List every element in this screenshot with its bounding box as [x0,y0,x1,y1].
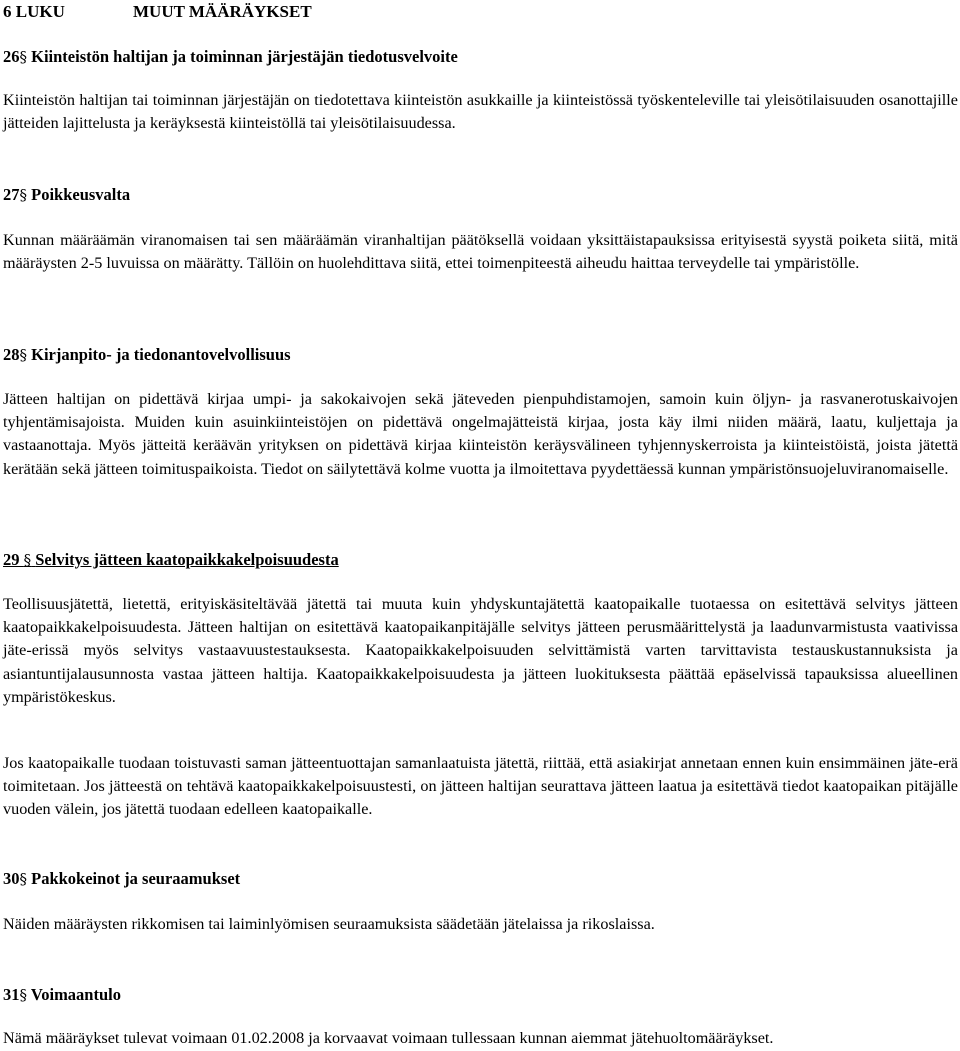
section-30-heading [3,867,958,891]
section-26-paragraph: Kiinteistön haltijan tai toiminnan järjestäjän on tiedotettava kiinteistön asukkaille ja kiinteistössä työskenteleville tai yleisötilaisuuden osanottajille jätteiden lajittelusta ja keräyksestä kiinteistöllä tai yleisötilaisuudessa. [3,91,958,133]
section-28-heading [3,343,958,367]
section-31-paragraph: Nämä määräykset tulevat voimaan 01.02.2008 ja korvaavat voimaan tullessaan kunnan aiemmat jätehuoltomääräykset. [3,1029,774,1047]
section-29-heading [3,548,958,572]
section-sign: § [19,186,27,204]
document-page [3,0,958,1047]
section-30-paragraph: Näiden määräysten rikkomisen tai laiminlyömisen seuraamuksista säädetään jätelaissa ja rikoslaissa. [3,915,655,933]
section-number: 26 [3,47,20,66]
section-31-heading [3,983,958,1007]
section-title: Pakkokeinot ja seuraamukset [31,869,241,888]
section-number: 27 [3,185,20,204]
section-27-paragraph: Kunnan määräämän viranomaisen tai sen määräämän viranhaltijan päätöksellä voidaan yksittäistapauksissa erityisestä syystä poiketa siitä, mitä määräysten 2-5 luvuissa on määrätty. Tällöin on huolehdittava siitä, ettei toimenpiteestä aiheudu haittaa terveydelle tai ympäristölle. [3,231,958,273]
section-28-paragraph: Jätteen haltijan on pidettävä kirjaa umpi- ja sakokaivojen sekä jäteveden pienpuhdistamojen, samoin kuin öljyn- ja rasvanerotuskaivojen tyhjentämisajoista. Muiden kuin asuinkiinteistöjen on pidettävä ongelmajätteistä kirjaa, josta käy ilmi niiden määrä, laatu, kuljettaja ja vastaanottaja. Myös jätteitä keräävän yrityksen on pidettävä kirjaa kiinteistön keräysvälineen tyhjennyskerroista ja kiinteistöistä, joista jätettä kerätään sekä jätteen toimituspaikoista. Tiedot on säilytettävä kolme vuotta ja ilmoitettava pyydettäessä kunnan ympäristönsuojeluviranomaiselle. [3,390,958,478]
section-number: 28 [3,345,20,364]
section-number: 29 [3,550,20,569]
section-sign: § [19,986,27,1004]
section-sign: § [23,551,32,569]
section-sign: § [19,346,27,364]
chapter-heading [3,0,958,26]
section-title: Kiinteistön haltijan ja toiminnan järjestäjän tiedotusvelvoite [31,47,458,66]
section-title: Voimaantulo [30,985,121,1004]
section-title: Selvitys jätteen kaatopaikkakelpoisuudesta [35,550,339,569]
section-title: Kirjanpito- ja tiedonantovelvollisuus [31,345,291,364]
chapter-title: MUUT MÄÄRÄYKSET [133,2,312,21]
section-27-heading [3,183,958,207]
section-29-paragraph-2: Jos kaatopaikalle tuodaan toistuvasti saman jätteentuottajan samanlaatuista jätettä, riittää, että asiakirjat annetaan ennen kuin ensimmäinen jäte-erä toimitetaan. Jos jätteestä on tehtävä kaatopaikkakelpoisuustesti, on jätteen haltijan seurattava jätteen laatua ja esitettävä tiedot kaatopaikan pitäjälle vuoden välein, jos jätettä tuodaan edelleen kaatopaikalle. [3,754,958,819]
section-number: 30 [3,869,20,888]
section-29-paragraph-1: Teollisuusjätettä, lietettä, erityiskäsiteltävää jätettä tai muuta kuin yhdyskuntajätettä kaatopaikalle tuotaessa on esitettävä selvitys jätteen kaatopaikkakelpoisuudesta. Jätteen haltijan on esitettävä kaatopaikanpitäjälle selvitys jätteen perusmäärittelystä ja laadunvarmistusta vaativissa jäte-erissä myös selvitys vastaavuustestauksesta. Kaatopaikkakelpoisuuden selvittämistä varten tarvittavista testauskustannuksista ja asiantuntijalausunnosta vastaa jätteen haltija. Kaatopaikkakelpoisuudesta ja jätteen luokituksesta päättää epäselvissä tapauksissa alueellinen ympäristökeskus. [3,595,958,706]
section-sign: § [19,48,27,66]
chapter-number: 6 LUKU [3,2,65,21]
section-26-heading [3,45,958,69]
section-sign: § [19,870,27,888]
section-title: Poikkeusvalta [31,185,131,204]
section-number: 31 [3,985,20,1004]
